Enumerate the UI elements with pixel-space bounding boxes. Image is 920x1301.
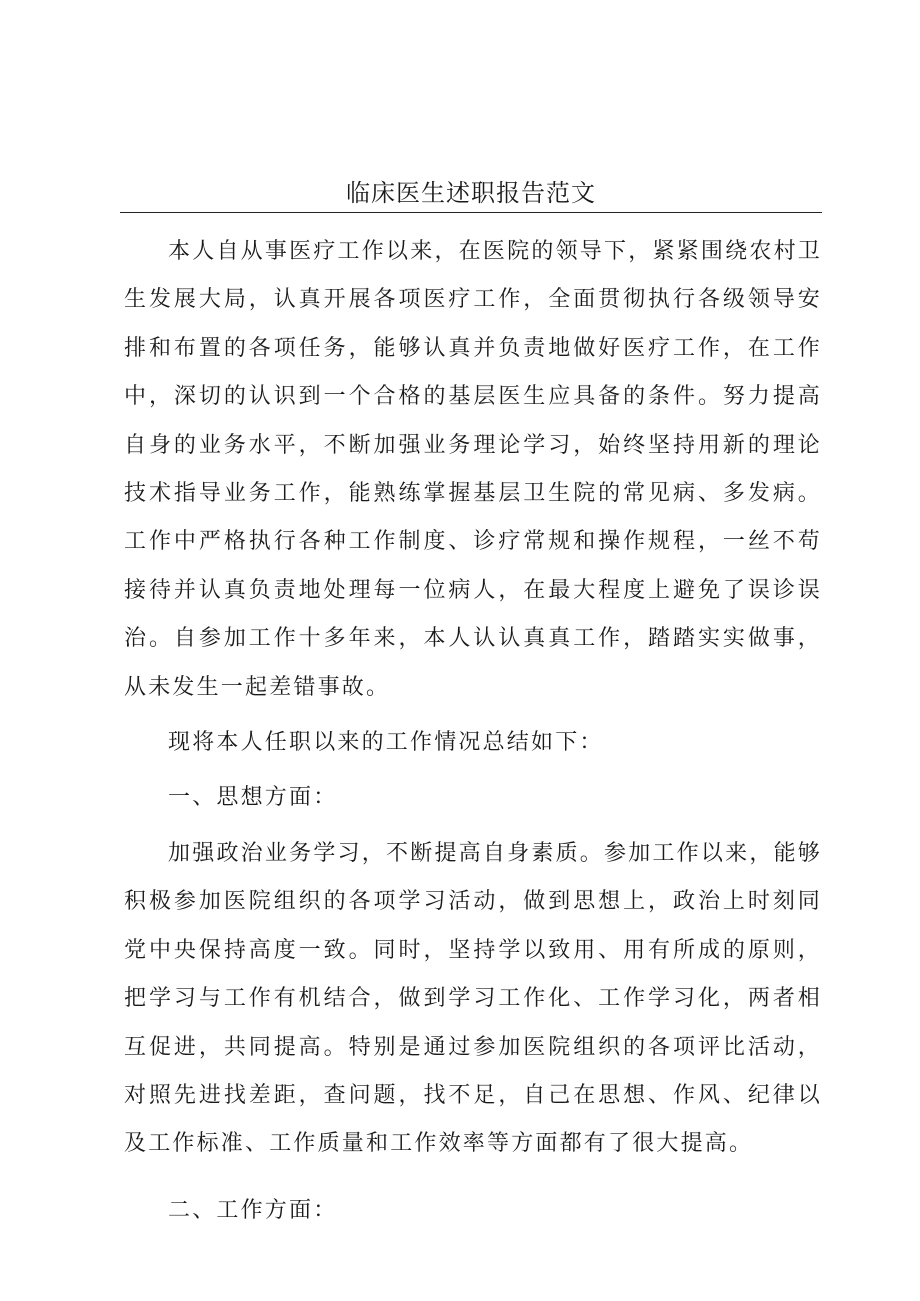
title-underline bbox=[120, 212, 822, 213]
document-body bbox=[124, 228, 822, 1235]
paragraph-summary-lead: 现将本人任职以来的工作情况总结如下： bbox=[168, 730, 604, 756]
paragraph-thought: 加强政治业务学习，不断提高自身素质。参加工作以来，能够积极参加医院组织的各项学习活动，做到思想上，政治上时刻同党中央保持高度一致。同时，坚持学以致用、用有所成的原则，把学习与工作有机结合，做到学习工作化、工作学习化，两者相互促进，共同提高。特别是通过参加医院组织的各项评比活动，对照先进找差距，查问题，找不足，自己在思想、作风、纪律以及工作标准、工作质量和工作效率等方面都有了很大提高。 bbox=[124, 840, 822, 1157]
document-title: 临床医生述职报告范文 bbox=[346, 179, 596, 207]
section-heading-work: 二、工作方面： bbox=[168, 1197, 338, 1223]
paragraph-intro: 本人自从事医疗工作以来，在医院的领导下，紧紧围绕农村卫生发展大局，认真开展各项医疗工作，全面贯彻执行各级领导安排和布置的各项任务，能够认真并负责地做好医疗工作，在工作中，深切的认识到一个合格的基层医生应具备的条件。努力提高自身的业务水平，不断加强业务理论学习，始终坚持用新的理论技术指导业务工作，能熟练掌握基层卫生院的常见病、多发病。工作中严格执行各种工作制度、诊疗常规和操作规程，一丝不苟接待并认真负责地处理每一位病人，在最大程度上避免了误诊误治。自参加工作十多年来，本人认认真真工作，踏踏实实做事，从未发生一起差错事故。 bbox=[124, 239, 822, 700]
section-heading-thought: 一、思想方面： bbox=[168, 785, 338, 811]
